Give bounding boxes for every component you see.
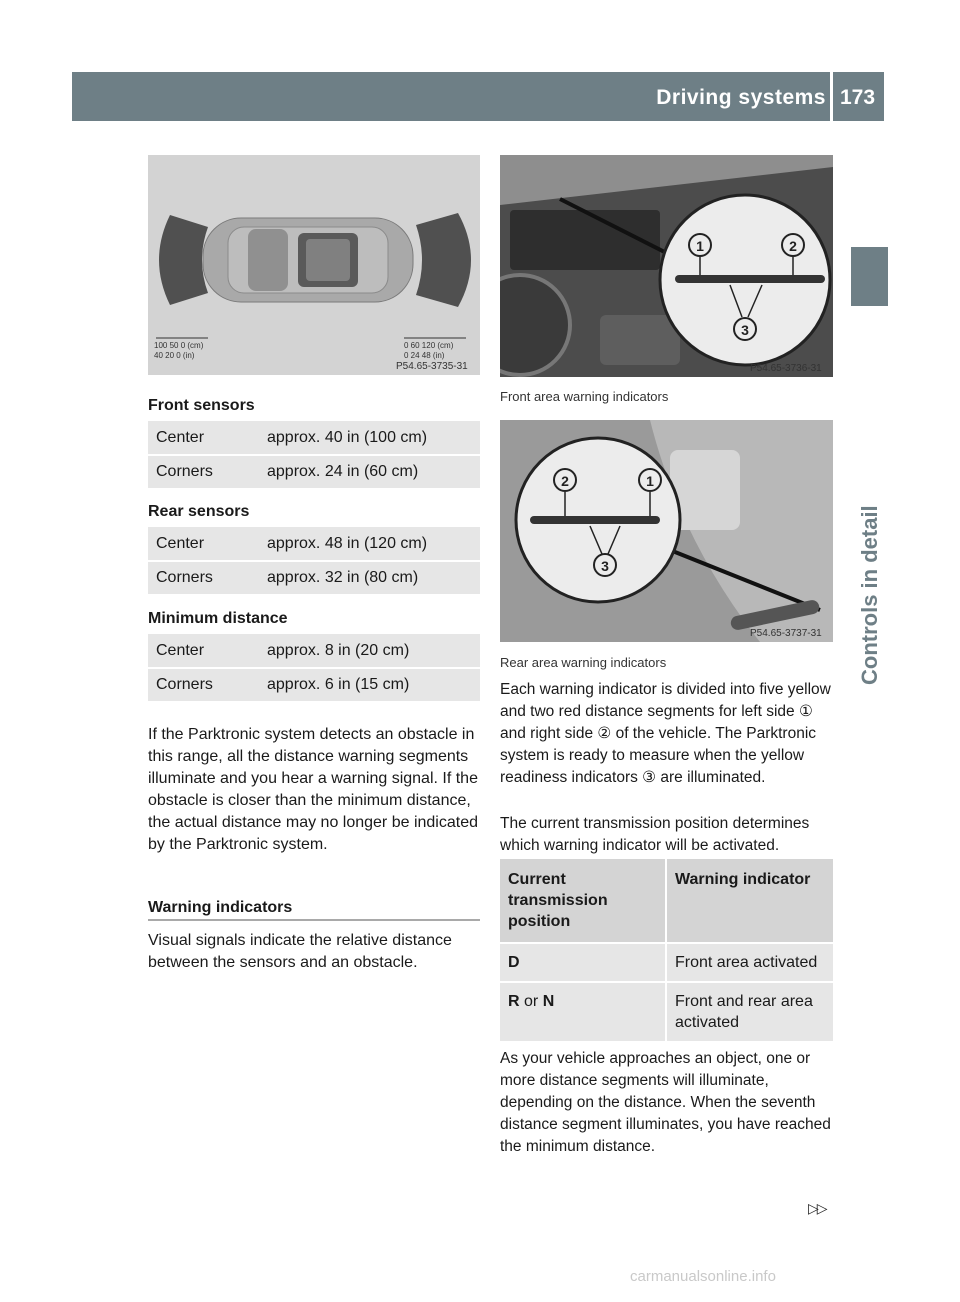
callout-1: 1 (696, 238, 704, 254)
front-sensors-table (148, 421, 480, 490)
row-label: Center (148, 527, 259, 561)
segments-paragraph: Each warning indicator is divided into five yellow and two red distance segments for left side ① and right side ② of the vehicle. The Parktronic system is ready to measure when the yellow readiness indicators ③ are illuminated. (500, 681, 831, 786)
row-value: approx. 40 in (100 cm) (259, 421, 480, 455)
callout-2: 2 (561, 473, 569, 489)
position-d: D (500, 943, 666, 982)
row-value: approx. 24 in (60 cm) (259, 455, 480, 489)
position-or: or (519, 993, 543, 1010)
scale-right-cm: 0 60 120 (cm) (404, 341, 454, 350)
table-row (148, 455, 480, 489)
front-indicator-image (500, 155, 833, 377)
callout-2: 2 (789, 238, 797, 254)
row-label: Center (148, 421, 259, 455)
front-image-caption: Front area warning indicators (500, 389, 669, 404)
warning-indicators-text: Visual signals indicate the relative distance between the sensors and an obstacle. (148, 932, 452, 971)
row-label: Corners (148, 455, 259, 489)
rear-sensors-heading: Rear sensors (148, 503, 250, 520)
row-value: approx. 6 in (15 cm) (259, 668, 480, 702)
position-r: R (508, 993, 520, 1010)
rear-sensors-table (148, 527, 480, 596)
image-code: P54.65-3736-31 (750, 363, 822, 374)
image-code: P54.65-3737-31 (750, 628, 822, 639)
rear-indicator-illustration (500, 420, 833, 642)
image-code: P54.65-3735-31 (396, 361, 468, 372)
table-row (148, 668, 480, 702)
row-value: approx. 32 in (80 cm) (259, 561, 480, 595)
row-value: approx. 48 in (120 cm) (259, 527, 480, 561)
car-top-view-image (148, 155, 480, 375)
indicator-front: Front area activated (666, 943, 833, 982)
minimum-distance-table (148, 634, 480, 703)
front-sensors-heading: Front sensors (148, 397, 255, 414)
side-tab (852, 315, 888, 685)
row-label: Corners (148, 561, 259, 595)
row-label: Corners (148, 668, 259, 702)
continue-marker: ▷▷ (808, 1200, 826, 1216)
header-separator (830, 72, 833, 121)
row-label: Center (148, 634, 259, 668)
table-row (148, 527, 480, 561)
table-header-row (500, 859, 833, 943)
table-row (500, 982, 833, 1042)
table-row (148, 561, 480, 595)
scale-left-cm: 100 50 0 (cm) (154, 341, 204, 350)
scale-left-in: 40 20 0 (in) (154, 351, 195, 360)
position-n: N (542, 993, 555, 1010)
approach-paragraph: As your vehicle approaches an object, one or more distance segments will illuminate, depending on the distance. When the seventh distance segment illuminates, you have reached the minimum distance. (500, 1050, 831, 1155)
front-indicator-illustration (500, 155, 833, 377)
callout-1: 1 (646, 473, 654, 489)
callout-3: 3 (601, 558, 609, 574)
transmission-paragraph: The current transmission position determines which warning indicator will be activated. (500, 815, 810, 854)
indicator-front-rear: Front and rear area activated (666, 982, 833, 1042)
transmission-table (500, 859, 833, 1043)
header-transmission-position: Current transmission position (500, 859, 666, 943)
side-tab-block (851, 247, 888, 306)
rear-image-caption: Rear area warning indicators (500, 655, 667, 670)
scale-right-in: 0 24 48 (in) (404, 351, 445, 360)
minimum-distance-heading: Minimum distance (148, 610, 288, 627)
page-number: 173 (840, 86, 876, 109)
table-row (500, 943, 833, 982)
header-warning-indicator: Warning indicator (666, 859, 833, 943)
table-row (148, 421, 480, 455)
table-row (148, 634, 480, 668)
watermark: carmanualsonline.info (630, 1268, 776, 1285)
section-rule (148, 919, 480, 921)
callout-3: 3 (741, 322, 749, 338)
position-r-or-n (500, 982, 666, 1042)
rear-indicator-image (500, 420, 833, 642)
side-tab-label: Controls in detail (857, 505, 882, 685)
obstacle-paragraph: If the Parktronic system detects an obstacle in this range, all the distance warning segments illuminate and you hear a warning signal. If the obstacle is closer than the minimum distance, the actual distance may no longer be indicated by the Parktronic system. (148, 726, 478, 853)
row-value: approx. 8 in (20 cm) (259, 634, 480, 668)
section-title: Driving systems (656, 86, 826, 109)
warning-indicators-heading: Warning indicators (148, 899, 293, 916)
